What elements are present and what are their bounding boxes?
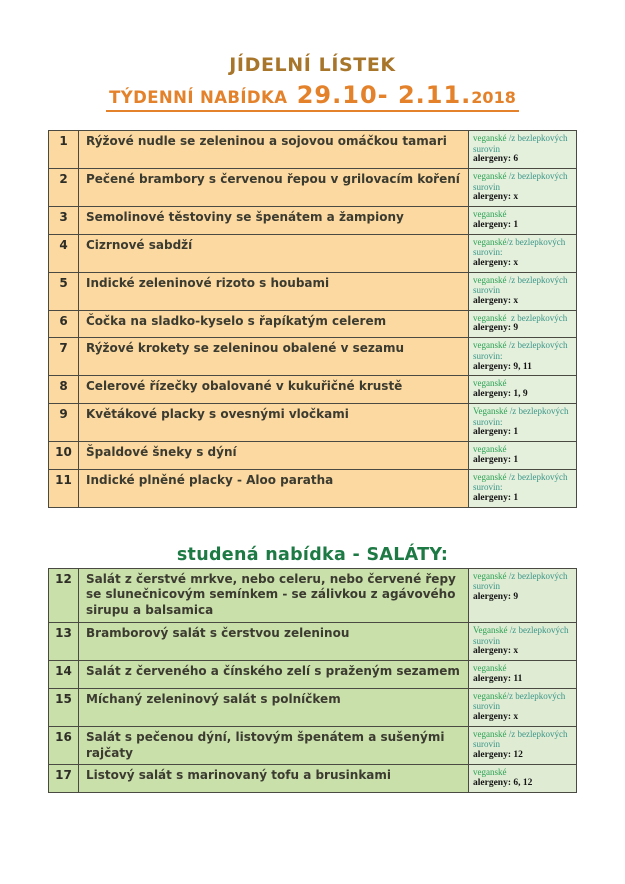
- gluten-free-label: /z bezlepkových surovin:: [473, 236, 568, 258]
- allergens-text: alergeny: 1: [473, 492, 519, 503]
- diet-tag-text: [473, 237, 573, 258]
- week-subtitle: [106, 81, 519, 112]
- dish-number: 16: [49, 726, 79, 765]
- menu-row: [49, 403, 577, 441]
- menu-row: [49, 376, 577, 403]
- vegan-label: veganské: [473, 340, 507, 351]
- gluten-free-label: /z bezlepkových surovin: [473, 625, 571, 646]
- dish-name: Semolinové těstoviny se špenátem a žampiony: [79, 207, 469, 234]
- diet-tag-cell: [469, 403, 577, 441]
- dish-name: Cizrnové sabdží: [79, 234, 469, 272]
- allergens-text: alergeny: x: [473, 295, 519, 306]
- allergens-text: alergeny: x: [473, 646, 519, 657]
- page-title: JÍDELNÍ LÍSTEK: [229, 54, 396, 76]
- dish-number: 8: [49, 376, 79, 403]
- diet-tag-text: [473, 275, 573, 296]
- menu-row: [49, 568, 577, 622]
- diet-tag-text: [473, 313, 573, 324]
- diet-tag-cell: [469, 131, 577, 169]
- diet-tag-cell: [469, 338, 577, 376]
- allergens-text: alergeny: 1, 9: [473, 389, 528, 400]
- dish-number: 12: [49, 568, 79, 622]
- diet-tag-cell: [469, 272, 577, 310]
- diet-tag-text: [473, 171, 573, 192]
- diet-tag-cell: [469, 661, 577, 688]
- dish-name: Květákové placky s ovesnými vločkami: [79, 403, 469, 441]
- gluten-free-label: /z bezlepkových surovin:: [473, 471, 570, 493]
- diet-tag-cell: [469, 726, 577, 765]
- diet-tag-text: [473, 625, 573, 646]
- document-header: [0, 0, 625, 112]
- dish-name: Špaldové šneky s dýní: [79, 442, 469, 469]
- vegan-label: veganské: [473, 378, 507, 389]
- warm-menu-table: [48, 130, 577, 508]
- subtitle-row: [0, 81, 625, 112]
- dish-number: 6: [49, 310, 79, 337]
- menu-row: [49, 688, 577, 726]
- week-dates: 29.10- 2.11.: [287, 81, 472, 109]
- diet-tag-text: [473, 571, 573, 592]
- dish-name: Salát z čerstvé mrkve, nebo celeru, nebo červené řepy se slunečnicovým semínkem - se zálivkou z agávového sirupu a balsamica: [79, 568, 469, 622]
- allergens-text: alergeny: 9: [473, 591, 519, 602]
- diet-tag-cell: [469, 568, 577, 622]
- allergens-text: alergeny: 9, 11: [473, 361, 532, 372]
- dish-name: Listový salát s marinovaný tofu a brusinkami: [79, 765, 469, 792]
- menu-row: [49, 131, 577, 169]
- dish-number: 4: [49, 234, 79, 272]
- dish-name: Rýžové nudle se zeleninou a sojovou omáčkou tamari: [79, 131, 469, 169]
- salad-section-heading: studená nabídka - SALÁTY:: [176, 544, 449, 565]
- diet-tag-text: [473, 472, 573, 493]
- menu-row: [49, 169, 577, 207]
- diet-tag-cell: [469, 442, 577, 469]
- allergens-text: alergeny: 1: [473, 427, 519, 438]
- dish-number: 2: [49, 169, 79, 207]
- vegan-label: Veganské: [473, 625, 508, 636]
- diet-tag-text: [473, 133, 573, 154]
- dish-number: 13: [49, 623, 79, 661]
- menu-row: [49, 765, 577, 792]
- gluten-free-label: /z bezlepkových surovin:: [473, 405, 571, 427]
- allergens-text: alergeny: 6, 12: [473, 778, 533, 789]
- vegan-label: veganské: [473, 767, 507, 778]
- diet-tag-cell: [469, 469, 577, 507]
- dish-number: 5: [49, 272, 79, 310]
- menu-row: [49, 661, 577, 688]
- gluten-free-label: z bezlepkových: [506, 312, 568, 323]
- dish-name: Čočka na sladko-kyselo s řapíkatým celerem: [79, 310, 469, 337]
- dish-name: Salát z červeného a čínského zelí s praženým sezamem: [79, 661, 469, 688]
- diet-tag-text: [473, 340, 573, 361]
- diet-tag-cell: [469, 765, 577, 792]
- diet-tag-cell: [469, 234, 577, 272]
- allergens-text: alergeny: 9: [473, 323, 519, 334]
- vegan-label: veganské: [473, 133, 507, 143]
- dish-name: Míchaný zeleninový salát s polníčkem: [79, 688, 469, 726]
- dish-number: 15: [49, 688, 79, 726]
- menu-row: [49, 469, 577, 507]
- vegan-label: veganské: [473, 236, 507, 247]
- allergens-text: alergeny: 11: [473, 673, 523, 684]
- vegan-label: veganské: [473, 209, 507, 220]
- gluten-free-label: /z bezlepkových surovin: [473, 728, 570, 750]
- diet-tag-text: [473, 663, 573, 674]
- vegan-label: veganské: [473, 663, 507, 674]
- diet-tag-text: [473, 406, 573, 427]
- dish-number: 10: [49, 442, 79, 469]
- dish-number: 9: [49, 403, 79, 441]
- diet-tag-cell: [469, 169, 577, 207]
- diet-tag-text: [473, 378, 573, 389]
- allergens-text: alergeny: 1: [473, 219, 519, 230]
- diet-tag-cell: [469, 310, 577, 337]
- vegan-label: veganské: [473, 570, 507, 581]
- salad-menu-table: [48, 568, 577, 793]
- vegan-label: veganské: [473, 728, 507, 739]
- dish-name: Salát s pečenou dýní, listovým špenátem a sušenými rajčaty: [79, 726, 469, 765]
- gluten-free-label: /z bezlepkových surovin:: [473, 340, 570, 361]
- allergens-text: alergeny: x: [473, 711, 519, 722]
- diet-tag-cell: [469, 623, 577, 661]
- gluten-free-label: /z bezlepkových surovin: [473, 171, 570, 192]
- gluten-free-label: /z bezlepkových surovin: [473, 570, 570, 592]
- menu-row: [49, 234, 577, 272]
- allergens-text: alergeny: x: [473, 257, 519, 268]
- allergens-text: alergeny: x: [473, 192, 519, 203]
- diet-tag-text: [473, 729, 573, 750]
- menu-row: [49, 726, 577, 765]
- dish-number: 11: [49, 469, 79, 507]
- dish-number: 14: [49, 661, 79, 688]
- dish-number: 7: [49, 338, 79, 376]
- gluten-free-label: /z bezlepkových surovin: [473, 690, 568, 712]
- diet-tag-cell: [469, 207, 577, 234]
- vegan-label: veganské: [473, 171, 507, 182]
- diet-tag-text: [473, 691, 573, 712]
- diet-tag-text: [473, 767, 573, 778]
- gluten-free-label: /z bezlepkových surovin: [473, 274, 570, 296]
- allergens-text: alergeny: 1: [473, 454, 519, 465]
- dish-name: Celerové řízečky obalované v kukuřičné krustě: [79, 376, 469, 403]
- diet-tag-cell: [469, 376, 577, 403]
- week-year: 2018: [471, 88, 516, 107]
- diet-tag-text: [473, 444, 573, 455]
- menu-row: [49, 442, 577, 469]
- menu-row: [49, 338, 577, 376]
- dish-name: Rýžové krokety se zeleninou obalené v sezamu: [79, 338, 469, 376]
- gluten-free-label: /z bezlepkových surovin: [473, 133, 570, 154]
- dish-number: 17: [49, 765, 79, 792]
- dish-number: 3: [49, 207, 79, 234]
- vegan-label: veganské: [473, 471, 507, 482]
- diet-tag-cell: [469, 688, 577, 726]
- vegan-label: veganské: [473, 312, 507, 323]
- vegan-label: Veganské: [473, 405, 508, 416]
- dish-name: Bramborový salát s čerstvou zeleninou: [79, 623, 469, 661]
- dish-name: Pečené brambory s červenou řepou v grilovacím koření: [79, 169, 469, 207]
- allergens-text: alergeny: 12: [473, 749, 523, 760]
- menu-row: [49, 272, 577, 310]
- menu-row: [49, 310, 577, 337]
- week-label: TÝDENNÍ NABÍDKA: [109, 88, 288, 107]
- vegan-label: veganské: [473, 444, 507, 455]
- allergens-text: alergeny: 6: [473, 154, 519, 165]
- menu-row: [49, 207, 577, 234]
- vegan-label: veganské: [473, 274, 507, 285]
- vegan-label: veganské: [473, 690, 507, 701]
- dish-number: 1: [49, 131, 79, 169]
- dish-name: Indické zeleninové rizoto s houbami: [79, 272, 469, 310]
- dish-name: Indické plněné placky - Aloo paratha: [79, 469, 469, 507]
- menu-row: [49, 623, 577, 661]
- diet-tag-text: [473, 209, 573, 220]
